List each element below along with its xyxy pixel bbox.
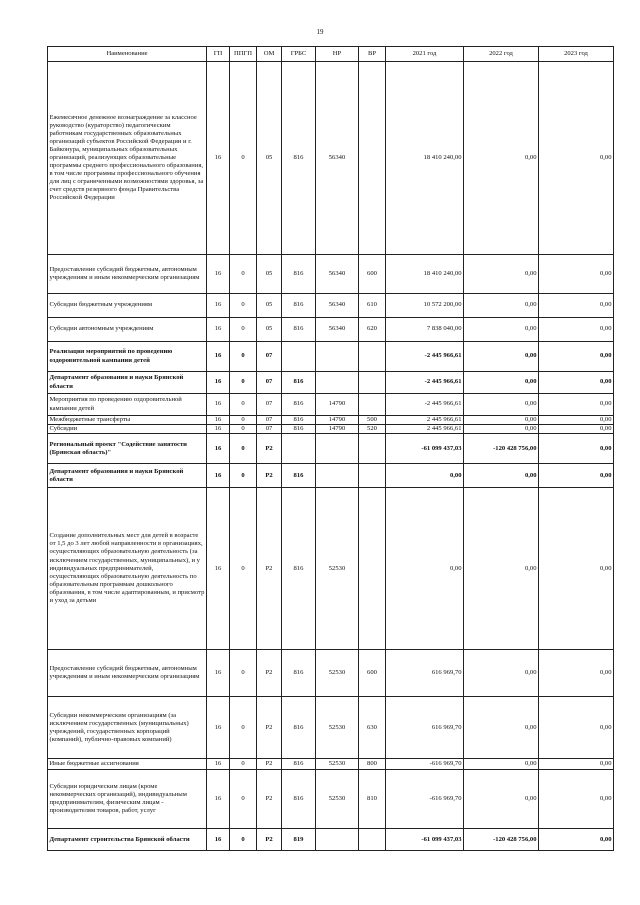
row-2022: 0,00: [464, 464, 539, 488]
row-vr: 500: [359, 416, 386, 425]
row-nr: [316, 372, 359, 394]
row-gp: 16: [207, 464, 230, 488]
header-gp: ГП: [207, 47, 230, 62]
row-om: P2: [257, 829, 282, 851]
row-2022: 0,00: [464, 650, 539, 697]
row-2021: 2 445 966,61: [386, 425, 464, 434]
row-nr: [316, 434, 359, 464]
table-row: [48, 770, 614, 829]
row-gp: 16: [207, 434, 230, 464]
row-vr: [359, 829, 386, 851]
row-gp: 16: [207, 650, 230, 697]
row-2023: 0,00: [539, 434, 614, 464]
row-grbs: 816: [282, 318, 316, 342]
row-2022: 0,00: [464, 294, 539, 318]
header-row: [48, 47, 614, 62]
row-2023: 0,00: [539, 372, 614, 394]
row-2022: 0,00: [464, 318, 539, 342]
row-vr: 800: [359, 759, 386, 770]
row-vr: [359, 434, 386, 464]
row-2023: 0,00: [539, 394, 614, 416]
row-vr: 610: [359, 294, 386, 318]
row-ppgp: 0: [230, 650, 257, 697]
row-2023: 0,00: [539, 318, 614, 342]
row-nr: 14790: [316, 394, 359, 416]
header-2021: 2021 год: [386, 47, 464, 62]
row-vr: [359, 342, 386, 372]
row-2023: 0,00: [539, 829, 614, 851]
row-grbs: 816: [282, 62, 316, 255]
row-name: Субсидии некоммерческим организациям (за исключением государственных (муниципальных) учреждений, государственных корпораций (компаний), публично-правовых компаний): [48, 697, 207, 759]
row-2021: -61 099 437,03: [386, 434, 464, 464]
row-2022: 0,00: [464, 394, 539, 416]
row-grbs: 816: [282, 294, 316, 318]
row-vr: [359, 464, 386, 488]
row-ppgp: 0: [230, 394, 257, 416]
row-nr: 52530: [316, 488, 359, 650]
row-ppgp: 0: [230, 318, 257, 342]
row-name: Предоставление субсидий бюджетным, автономным учреждениям и иным некоммерческим организациям: [48, 650, 207, 697]
row-name: Департамент образования и науки Брянской области: [48, 372, 207, 394]
row-vr: 520: [359, 425, 386, 434]
row-name: Субсидии автономным учреждениям: [48, 318, 207, 342]
row-2021: 18 410 240,00: [386, 62, 464, 255]
row-gp: 16: [207, 829, 230, 851]
row-om: P2: [257, 770, 282, 829]
row-2022: 0,00: [464, 62, 539, 255]
row-gp: 16: [207, 394, 230, 416]
row-ppgp: 0: [230, 464, 257, 488]
row-2021: 0,00: [386, 488, 464, 650]
table-row: [48, 759, 614, 770]
row-name: Создание дополнительных мест для детей в возрасте от 1,5 до 3 лет любой направленности в организациях, осуществляющих образовательную деятельность (за исключением государственных, муниципальных), и у индивидуальных предпринимателей, осуществляющих образовательную деятельность по образовательным программам дошкольного образования, в том числе адаптированным, и присмотр и уход за детьми: [48, 488, 207, 650]
row-nr: [316, 829, 359, 851]
row-2022: 0,00: [464, 697, 539, 759]
row-2021: 0,00: [386, 464, 464, 488]
row-om: 07: [257, 416, 282, 425]
table-row: [48, 372, 614, 394]
row-grbs: 816: [282, 416, 316, 425]
row-gp: 16: [207, 318, 230, 342]
row-name: Мероприятия по проведению оздоровительной кампании детей: [48, 394, 207, 416]
table-row: [48, 464, 614, 488]
row-ppgp: 0: [230, 416, 257, 425]
row-vr: 620: [359, 318, 386, 342]
row-2021: -2 445 966,61: [386, 394, 464, 416]
row-grbs: 816: [282, 372, 316, 394]
row-2023: 0,00: [539, 342, 614, 372]
row-gp: 16: [207, 488, 230, 650]
row-om: 07: [257, 342, 282, 372]
header-om: ОМ: [257, 47, 282, 62]
row-2022: 0,00: [464, 342, 539, 372]
header-2023: 2023 год: [539, 47, 614, 62]
row-2021: 616 969,70: [386, 650, 464, 697]
row-name: Департамент образования и науки Брянской области: [48, 464, 207, 488]
row-2022: 0,00: [464, 770, 539, 829]
table-row: [48, 318, 614, 342]
row-om: 05: [257, 62, 282, 255]
row-om: 07: [257, 425, 282, 434]
row-name: Предоставление субсидий бюджетным, автономным учреждениям и иным некоммерческим организациям: [48, 255, 207, 294]
row-gp: 16: [207, 255, 230, 294]
row-ppgp: 0: [230, 697, 257, 759]
row-om: P2: [257, 650, 282, 697]
row-2021: -2 445 966,61: [386, 342, 464, 372]
row-2023: 0,00: [539, 488, 614, 650]
row-2021: 616 969,70: [386, 697, 464, 759]
row-2023: 0,00: [539, 62, 614, 255]
row-ppgp: 0: [230, 425, 257, 434]
row-name: Ежемесячное денежное вознаграждение за классное руководство (кураторство) педагогическим работникам государственных образовательных организаций субъектов Российской Федерации и г. Байконура, муниципальных образовательных организаций, реализующих образовательные программы среднего профессионального образования, в том числе программы профессионального обучения для лиц с ограниченными возможностями здоровья, за счет средств резервного фонда Правительства Российской Федерации: [48, 62, 207, 255]
row-2021: 2 445 966,61: [386, 416, 464, 425]
row-2023: 0,00: [539, 697, 614, 759]
row-ppgp: 0: [230, 829, 257, 851]
row-2022: 0,00: [464, 255, 539, 294]
row-vr: 600: [359, 255, 386, 294]
row-gp: 16: [207, 770, 230, 829]
row-2021: -2 445 966,61: [386, 372, 464, 394]
row-vr: [359, 488, 386, 650]
row-ppgp: 0: [230, 434, 257, 464]
row-gp: 16: [207, 342, 230, 372]
header-name: Наименование: [48, 47, 207, 62]
row-name: Субсидии: [48, 425, 207, 434]
table-row: [48, 434, 614, 464]
row-om: P2: [257, 434, 282, 464]
header-grbs: ГРБС: [282, 47, 316, 62]
row-grbs: 816: [282, 759, 316, 770]
header-2022: 2022 год: [464, 47, 539, 62]
page-number: 19: [316, 28, 324, 36]
row-ppgp: 0: [230, 759, 257, 770]
row-grbs: 816: [282, 697, 316, 759]
row-nr: 56340: [316, 255, 359, 294]
row-2023: 0,00: [539, 759, 614, 770]
row-vr: 810: [359, 770, 386, 829]
row-grbs: 816: [282, 425, 316, 434]
row-grbs: [282, 434, 316, 464]
row-vr: 630: [359, 697, 386, 759]
row-grbs: 819: [282, 829, 316, 851]
row-name: Субсидии бюджетным учреждениям: [48, 294, 207, 318]
row-name: Департамент строительства Брянской области: [48, 829, 207, 851]
row-2023: 0,00: [539, 770, 614, 829]
table-row: [48, 294, 614, 318]
row-2021: -616 969,70: [386, 759, 464, 770]
row-nr: 14790: [316, 416, 359, 425]
row-2022: 0,00: [464, 425, 539, 434]
row-om: P2: [257, 759, 282, 770]
row-grbs: 816: [282, 255, 316, 294]
table-row: [48, 650, 614, 697]
row-grbs: 816: [282, 488, 316, 650]
row-ppgp: 0: [230, 62, 257, 255]
row-grbs: 816: [282, 394, 316, 416]
row-2023: 0,00: [539, 255, 614, 294]
row-2022: 0,00: [464, 759, 539, 770]
row-grbs: 816: [282, 464, 316, 488]
row-name: Реализация мероприятий по проведению оздоровительной кампании детей: [48, 342, 207, 372]
row-grbs: [282, 342, 316, 372]
row-vr: [359, 394, 386, 416]
row-2022: 0,00: [464, 372, 539, 394]
row-nr: 56340: [316, 62, 359, 255]
row-nr: [316, 464, 359, 488]
row-ppgp: 0: [230, 294, 257, 318]
header-vr: ВР: [359, 47, 386, 62]
row-ppgp: 0: [230, 342, 257, 372]
row-ppgp: 0: [230, 488, 257, 650]
row-om: P2: [257, 488, 282, 650]
row-om: 05: [257, 255, 282, 294]
row-nr: 52530: [316, 770, 359, 829]
row-name: Иные бюджетные ассигнования: [48, 759, 207, 770]
header-nr: НР: [316, 47, 359, 62]
row-2023: 0,00: [539, 425, 614, 434]
row-om: 07: [257, 372, 282, 394]
row-grbs: 816: [282, 770, 316, 829]
row-om: P2: [257, 697, 282, 759]
row-2022: 0,00: [464, 488, 539, 650]
row-ppgp: 0: [230, 255, 257, 294]
row-name: Региональный проект "Содействие занятости (Брянская область)": [48, 434, 207, 464]
row-2021: -616 969,70: [386, 770, 464, 829]
table-row: [48, 697, 614, 759]
row-gp: 16: [207, 425, 230, 434]
table-row: [48, 416, 614, 425]
row-nr: 56340: [316, 318, 359, 342]
row-nr: 52530: [316, 697, 359, 759]
row-gp: 16: [207, 372, 230, 394]
row-2023: 0,00: [539, 294, 614, 318]
table-row: [48, 255, 614, 294]
row-2023: 0,00: [539, 416, 614, 425]
row-nr: [316, 342, 359, 372]
row-nr: 52530: [316, 650, 359, 697]
row-nr: 56340: [316, 294, 359, 318]
row-2021: -61 099 437,03: [386, 829, 464, 851]
row-name: Межбюджетные трансферты: [48, 416, 207, 425]
row-vr: [359, 62, 386, 255]
table-row: [48, 488, 614, 650]
row-2022: -120 428 756,00: [464, 434, 539, 464]
row-2022: 0,00: [464, 416, 539, 425]
row-vr: 600: [359, 650, 386, 697]
row-gp: 16: [207, 294, 230, 318]
row-grbs: 816: [282, 650, 316, 697]
row-gp: 16: [207, 759, 230, 770]
row-om: 05: [257, 318, 282, 342]
row-2021: 7 838 040,00: [386, 318, 464, 342]
row-gp: 16: [207, 416, 230, 425]
row-name: Субсидии юридическим лицам (кроме некоммерческих организаций), индивидуальным предпринимателям, физическим лицам - производителям товаров, работ, услуг: [48, 770, 207, 829]
row-om: 07: [257, 394, 282, 416]
row-ppgp: 0: [230, 372, 257, 394]
budget-table: [47, 46, 614, 851]
row-2023: 0,00: [539, 464, 614, 488]
row-2021: 10 572 200,00: [386, 294, 464, 318]
row-nr: 52530: [316, 759, 359, 770]
table-row: [48, 425, 614, 434]
row-2023: 0,00: [539, 650, 614, 697]
row-gp: 16: [207, 697, 230, 759]
row-om: P2: [257, 464, 282, 488]
table-row: [48, 394, 614, 416]
row-nr: 14790: [316, 425, 359, 434]
table-row: [48, 62, 614, 255]
row-2022: -120 428 756,00: [464, 829, 539, 851]
row-2021: 18 410 240,00: [386, 255, 464, 294]
header-ppgp: ППГП: [230, 47, 257, 62]
table-row: [48, 829, 614, 851]
row-gp: 16: [207, 62, 230, 255]
table-row: [48, 342, 614, 372]
row-vr: [359, 372, 386, 394]
row-ppgp: 0: [230, 770, 257, 829]
row-om: 05: [257, 294, 282, 318]
